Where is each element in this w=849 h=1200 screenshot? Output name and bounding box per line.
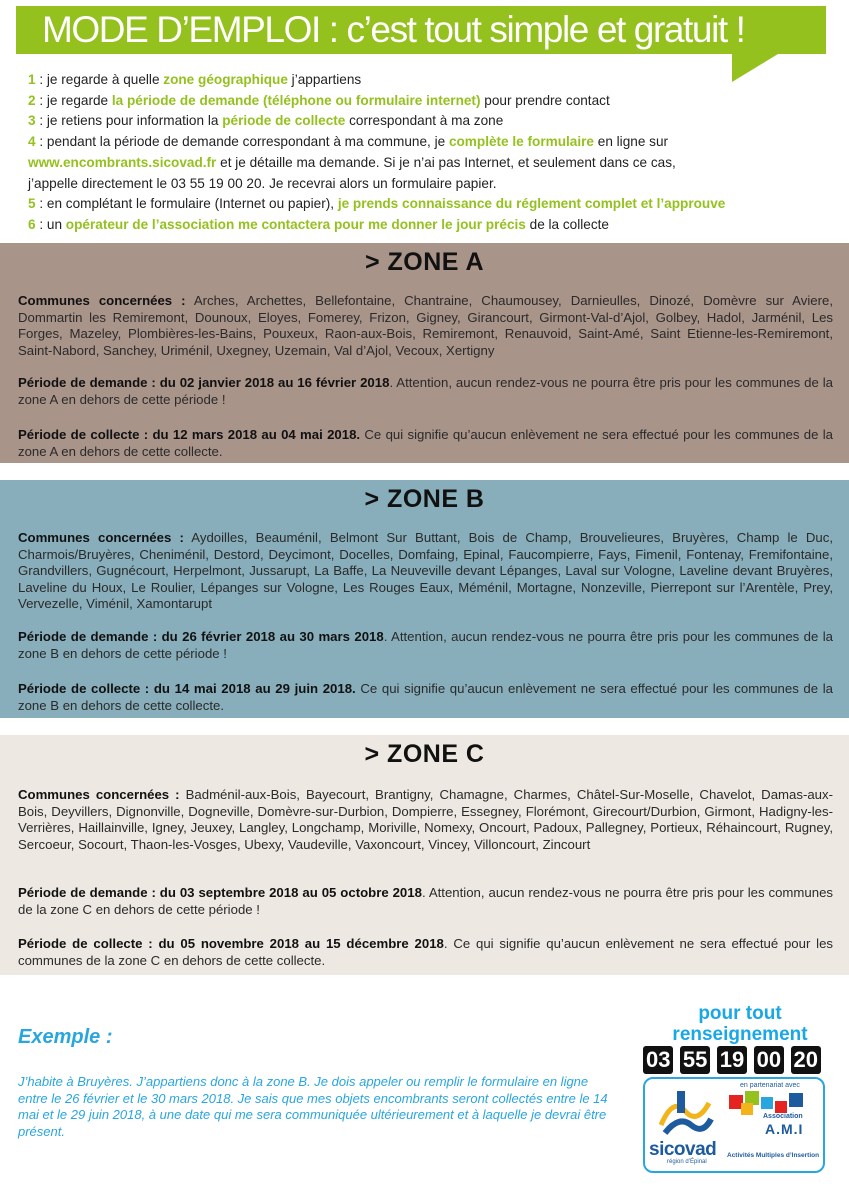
page-title: MODE D’EMPLOI : c’est tout simple et gratuit ! — [42, 9, 745, 50]
sicovad-subtitle: région d’Épinal — [667, 1159, 707, 1165]
step-2: 2 : je regarde la période de demande (téléphone ou formulaire internet) pour prendre contact — [28, 92, 610, 108]
zone-c-collecte: Période de collecte : du 05 novembre 2018 au 15 décembre 2018. Ce qui signifie qu’aucun enlèvement ne sera effectué pour les communes de la zone C en dehors de cette collecte. — [18, 936, 833, 968]
phone-digits: 03 — [643, 1046, 673, 1074]
zone-b-section — [0, 480, 849, 718]
contact-line-2: renseignement — [672, 1024, 808, 1045]
sicovad-name: sicovad — [649, 1139, 717, 1160]
zone-a-collecte: Période de collecte : du 12 mars 2018 au 04 mai 2018. Ce qui signifie qu’aucun enlèvement ne sera effectué pour les communes de la zone A en dehors de cette collecte. — [18, 427, 834, 459]
title-banner — [16, 6, 826, 54]
phone-digits: 55 — [680, 1046, 710, 1074]
partner-label: en partenariat avec — [740, 1082, 800, 1089]
phone-digits: 20 — [791, 1046, 821, 1074]
step-5: 5 : en complétant le formulaire (Internet ou papier), je prends connaissance du réglement complet et l’approuve — [28, 196, 726, 212]
zone-b-collecte: Période de collecte : du 14 mai 2018 au 29 juin 2018. Ce qui signifie qu’aucun enlèvement ne sera effectué pour les communes de la zone B en dehors de cette collecte. — [18, 681, 834, 713]
step-1: 1 : je regarde à quelle zone géographique j’appartiens — [28, 72, 362, 87]
phone-digits: 00 — [754, 1046, 784, 1074]
phone-digits: 19 — [717, 1046, 747, 1074]
step-4-line-2: www.encombrants.sicovad.fr et je détaille ma demande. Si je n’ai pas Internet, et seulement dans ce cas, — [28, 154, 676, 170]
zone-b-communes: Communes concernées : Aydoilles, Beauménil, Belmont Sur Buttant, Bois de Champ, Brouvelieures, Bruyères, Champ le Duc, Charmois/Bruyères, Cheniménil, Destord, Deycimont, Docelles, Domfaing, Epinal, Faucompierre, Fays, Fimenil, Fontenay, Fremifontaine, Grandvillers, Gugnécourt, Herpelmont, Jussarupt, La Baffe, La Neuveville devant Lépanges, Laval sur Vologne, Laveline devant Bruyères, Laveline du Houx, Le Roulier, Lépanges sur Vologne, Les Rouges Eaux, Méménil, Mortagne, Nonzeville, Pierrepont sur l’Arentèle, Prey, Vervezelle, Viménil, Xamontarupt — [18, 530, 833, 612]
website-link[interactable]: www.encombrants.sicovad.fr — [28, 154, 217, 170]
ami-name: A.M.I — [765, 1121, 804, 1137]
sicovad-logo-icon — [655, 1085, 715, 1145]
example-title: Exemple : — [18, 1026, 113, 1048]
zone-c-title: > ZONE C — [364, 740, 485, 768]
partner-logos — [643, 1077, 825, 1173]
step-6: 6 : un opérateur de l’association me contactera pour me donner le jour précis de la collecte — [28, 216, 609, 232]
example-text: J’habite à Bruyères. J’appartiens donc à la zone B. Je dois appeler ou remplir le formulaire en ligne entre le 26 février et le 30 mars 2018. Je sais que mes objets encombrants seront collectés entre le 14 mai et le 29 juin 2018, à une date qui me sera communiquée ultérieurement et à laquelle je devrai être présent. — [18, 1074, 608, 1139]
zone-b-demande: Période de demande : du 26 février 2018 au 30 mars 2018. Attention, aucun rendez-vous ne pourra être pris pour les communes de la zone B en dehors de cette période ! — [18, 629, 833, 661]
zone-a-title: > ZONE A — [364, 248, 485, 276]
zone-a-demande: Période de demande : du 02 janvier 2018 au 16 février 2018. Attention, aucun rendez-vous ne pourra être pris pour les communes de la zone A en dehors de cette période ! — [18, 375, 834, 407]
ami-subtitle: Activités Multiples d’Insertion — [727, 1152, 820, 1159]
zone-a-section — [0, 243, 849, 463]
step-3: 3 : je retiens pour information la période de collecte correspondant à ma zone — [28, 113, 504, 129]
zone-c-demande: Période de demande : du 03 septembre 2018 au 05 octobre 2018. Attention, aucun rendez-vous ne pourra être pris pour les communes de la zone C en dehors de cette période ! — [18, 885, 834, 917]
zone-b-title: > ZONE B — [364, 485, 485, 513]
step-4: 4 : pendant la période de demande correspondant à ma commune, je complète le formulaire en ligne sur — [28, 134, 669, 150]
zone-c-section — [0, 735, 849, 975]
association-label: Association — [763, 1113, 803, 1120]
contact-heading — [640, 1003, 840, 1045]
phone-number — [643, 1046, 821, 1074]
instructions — [28, 70, 838, 236]
zone-c-communes: Communes concernées : Badménil-aux-Bois, Bayecourt, Brantigny, Chamagne, Charmes, Châtel-Sur-Moselle, Chavelot, Damas-aux-Bois, Deyvillers, Dignonville, Dogneville, Domèvre-sur-Durbion, Dompierre, Essegney, Florémont, Girecourt/Durbion, Girmont, Hadigny-les-Verrières, Haillainville, Igney, Jeuxey, Langley, Longchamp, Moriville, Nomexy, Oncourt, Padoux, Pallegney, Portieux, Réhaincourt, Rugney, Sercoeur, Socourt, Thaon-les-Vosges, Ubexy, Vaudeville, Vaxoncourt, Vincey, Villoncourt, Zincourt — [18, 787, 833, 852]
step-4-line-3: j’appelle directement le 03 55 19 00 20. Je recevrai alors un formulaire papier. — [28, 175, 497, 191]
zone-a-communes: Communes concernées : Arches, Archettes, Bellefontaine, Chantraine, Chaumousey, Darnieulles, Dinozé, Domèvre sur Aviere, Dommartin les Remiremont, Dounoux, Eloyes, Fomerey, Frizon, Gigney, Girancourt, Girmont-Val-d’Ajol, Golbey, Hadol, Jarménil, Les Forges, Mazeley, Plombières-les-Bains, Pouxeux, Raon-aux-Bois, Remiremont, Renauvoid, Saint-Amé, Saint Etienne-les-Remiremont, Saint-Nabord, Sanchey, Uriménil, Uxegney, Uzemain, Val d’Ajol, Vecoux, Xertigny — [18, 293, 833, 358]
contact-line-1: pour tout — [698, 1003, 782, 1024]
